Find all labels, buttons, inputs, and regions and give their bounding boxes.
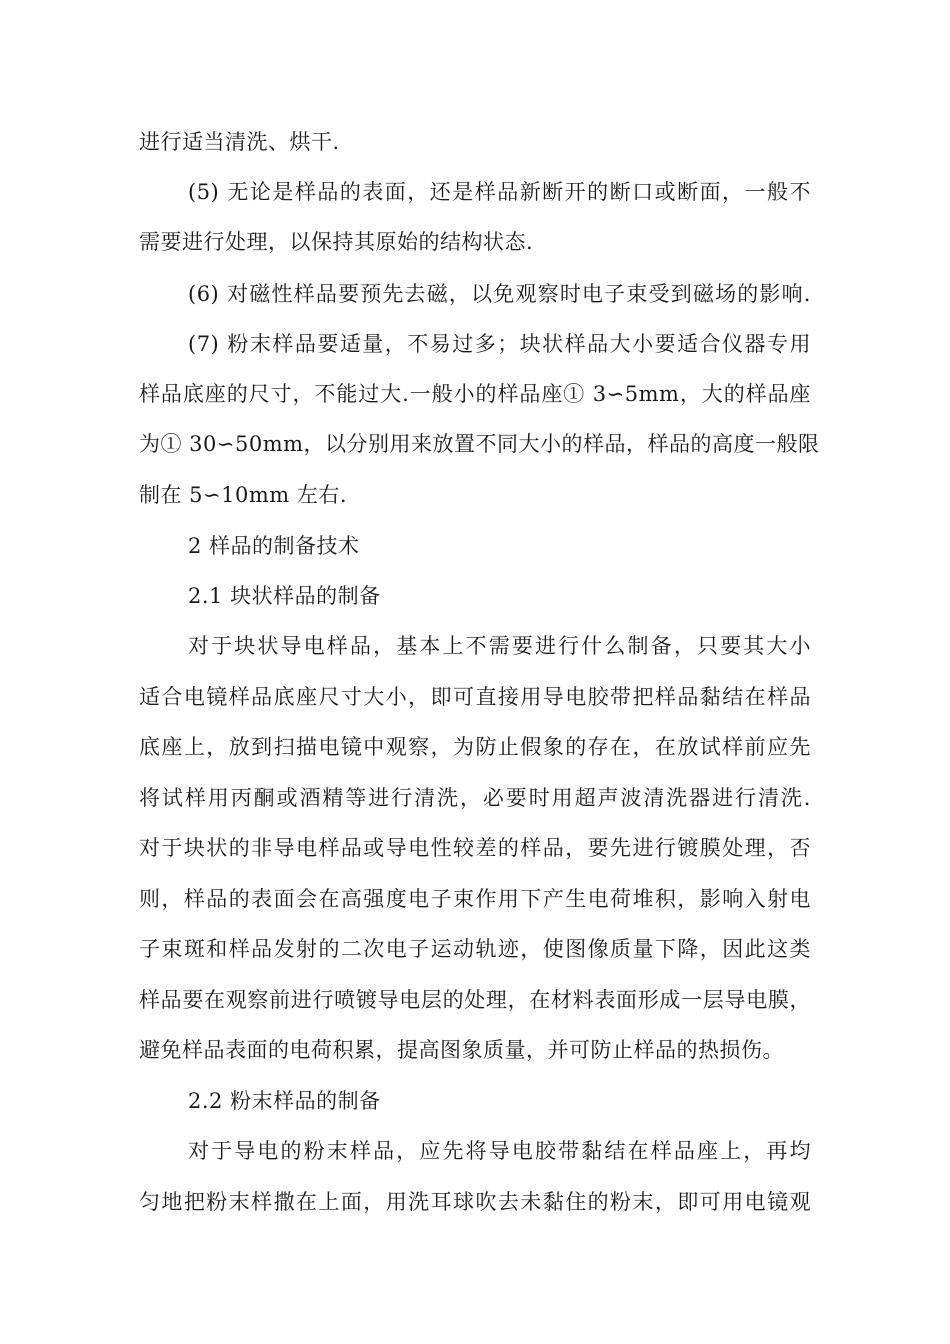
text-line: 样品底座的尺寸，不能过大.一般小的样品座① 3∽5mm，大的样品座 <box>139 382 811 406</box>
text-line: (7) 粉末样品要适量，不易过多；块状样品大小要适合仪器专用 <box>188 332 811 356</box>
text-line: 则，样品的表面会在高强度电子束作用下产生电荷堆积，影响入射电 <box>139 887 811 911</box>
text-line: (5) 无论是样品的表面，还是样品新断开的断口或断面，一般不 <box>188 180 811 204</box>
text-line: 匀地把粉末样撒在上面，用洗耳球吹去未黏住的粉末，即可用电镜观 <box>139 1190 811 1214</box>
text-line: 对于块状导电样品，基本上不需要进行什么制备，只要其大小 <box>188 634 811 658</box>
text-line: 制在 5∽10mm 左右. <box>139 483 348 507</box>
text-line: 需要进行处理，以保持其原始的结构状态. <box>139 230 534 254</box>
text-line: 适合电镜样品底座尺寸大小，即可直接用导电胶带把样品黏结在样品 <box>139 685 811 709</box>
subsection-heading: 2.1 块状样品的制备 <box>188 584 381 608</box>
text-line: 样品要在观察前进行喷镀导电层的处理，在材料表面形成一层导电膜， <box>139 988 811 1012</box>
text-line: 避免样品表面的电荷积累，提高图象质量，并可防止样品的热损伤。 <box>139 1038 784 1062</box>
text-line: 底座上，放到扫描电镜中观察，为防止假象的存在，在放试样前应先 <box>139 735 811 759</box>
section-heading: 2 样品的制备技术 <box>188 534 360 558</box>
text-line: 为① 30∽50mm，以分别用来放置不同大小的样品，样品的高度一般限 <box>139 432 820 456</box>
text-line: 对于导电的粉末样品，应先将导电胶带黏结在样品座上，再均 <box>188 1139 811 1163</box>
text-line: 进行适当清洗、烘干. <box>139 130 340 154</box>
text-line: 子束斑和样品发射的二次电子运动轨迹，使图像质量下降，因此这类 <box>139 937 811 961</box>
subsection-heading: 2.2 粉末样品的制备 <box>188 1089 381 1113</box>
text-line: 将试样用丙酮或酒精等进行清洗，必要时用超声波清洗器进行清洗. <box>139 786 811 810</box>
text-line: 对于块状的非导电样品或导电性较差的样品，要先进行镀膜处理，否 <box>139 836 811 860</box>
text-line: (6) 对磁性样品要预先去磁，以免观察时电子束受到磁场的影响. <box>188 282 811 306</box>
